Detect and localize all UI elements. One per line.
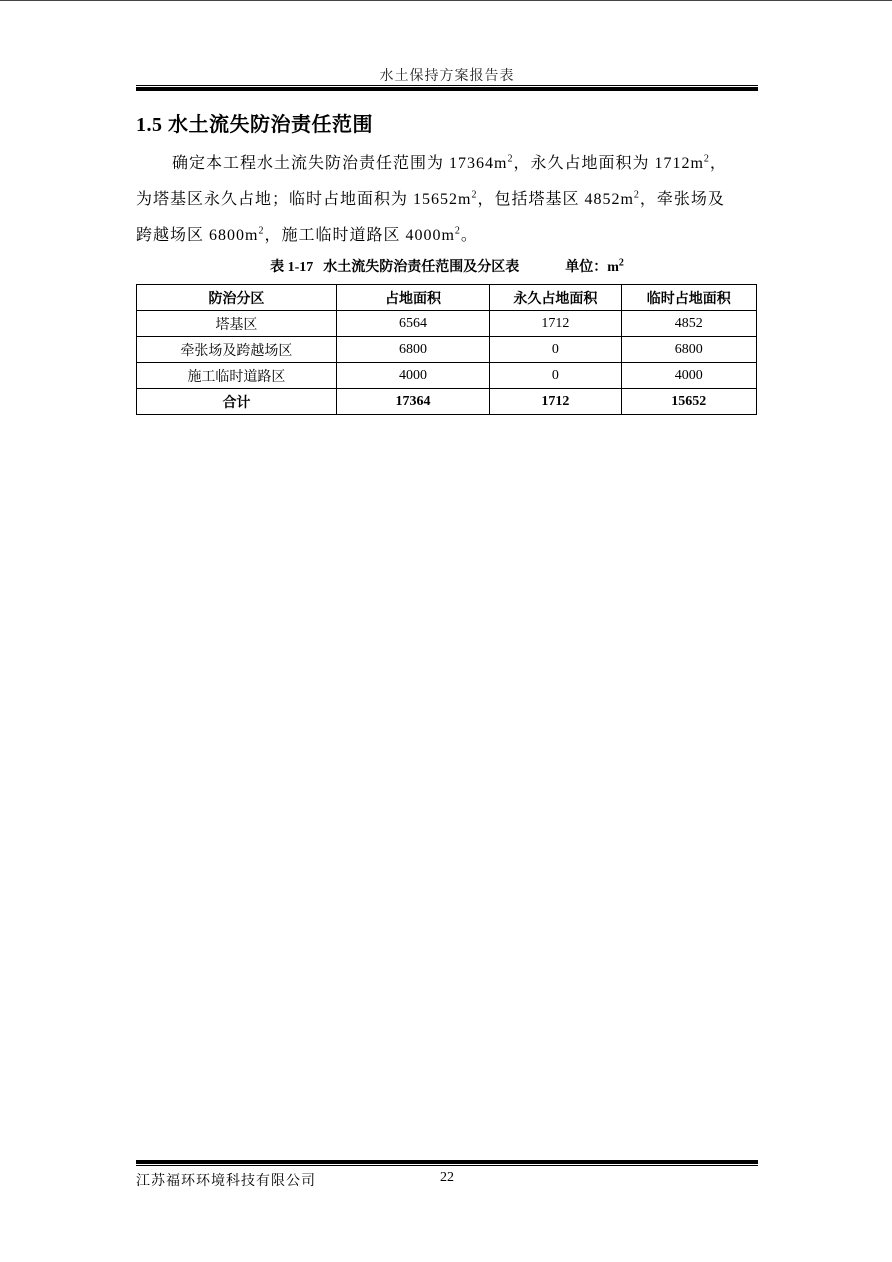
running-header-title: 水土保持方案报告表 <box>379 69 515 84</box>
table-cell: 6800 <box>621 337 756 363</box>
table-cell: 塔基区 <box>137 311 337 337</box>
table-caption-title: 水土流失防治责任范围及分区表 <box>323 260 520 275</box>
table-cell: 0 <box>490 337 621 363</box>
paragraph-line-2: 为塔基区永久占地；临时占地面积为 $15652m^2$，包括塔基区 $4852m^2$，牵张场及 <box>136 189 725 208</box>
body-paragraph <box>136 146 758 254</box>
table-total-cell: 15652 <box>621 389 756 415</box>
table-cell: 4000 <box>621 363 756 389</box>
table-header-cell: 防治分区 <box>137 285 337 311</box>
table-total-cell: 17364 <box>336 389 489 415</box>
paragraph-line-3: 跨越场区 $6800m^2$，施工临时道路区 $4000m^2$。 <box>136 225 478 244</box>
table-cell: 0 <box>490 363 621 389</box>
table-header-cell: 占地面积 <box>336 285 489 311</box>
paragraph-line-1: 确定本工程水土流失防治责任范围为 $17364m^2$，永久占地面积为 $1712m^2$， <box>172 153 727 172</box>
table-cell: 4852 <box>621 311 756 337</box>
table-header-cell: 永久占地面积 <box>490 285 621 311</box>
table-cell: 施工临时道路区 <box>137 363 337 389</box>
footer-rule <box>136 1160 758 1166</box>
footer-company: 江苏福环环境科技有限公司 <box>136 1174 316 1189</box>
table-cell: 6564 <box>336 311 489 337</box>
page-top-border <box>0 0 892 1</box>
table-header-cell: 临时占地面积 <box>621 285 756 311</box>
table-row <box>137 363 757 389</box>
table-total-cell: 1712 <box>490 389 621 415</box>
table-total-row <box>137 389 757 415</box>
table-caption-number: 表 1-17 <box>270 260 314 275</box>
table-cell: 牵张场及跨越场区 <box>137 337 337 363</box>
responsibility-scope-table <box>136 284 757 415</box>
table-cell: 1712 <box>490 311 621 337</box>
page-number: 22 <box>440 1170 454 1185</box>
table-header-row <box>137 285 757 311</box>
section-heading: 1.5 水土流失防治责任范围 <box>136 114 373 136</box>
table-cell: 6800 <box>336 337 489 363</box>
table-caption <box>136 256 758 276</box>
table-cell: 4000 <box>336 363 489 389</box>
table-total-cell: 合计 <box>137 389 337 415</box>
table-row <box>137 337 757 363</box>
table-row <box>137 311 757 337</box>
header-rule <box>136 85 758 91</box>
table-caption-unit: 单位：$m^2$ <box>565 257 624 275</box>
